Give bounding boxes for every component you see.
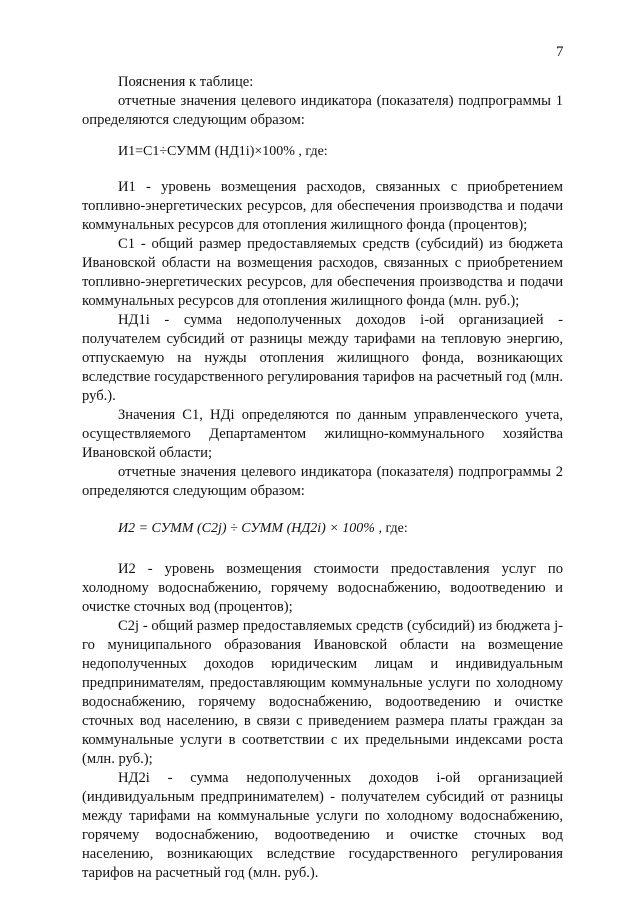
heading-block <box>82 73 563 130</box>
intro-subprogram-2: отчетные значения целевого индикатора (показателя) подпрограммы 2 определяются следующим образом: <box>82 464 563 499</box>
definitions-block-1 <box>82 178 563 501</box>
definition-c2: С2j - общий размер предоставляемых средств (субсидий) из бюджета j-го муниципального образования Ивановской области на возмещение недополученных доходов юридическим лицам и индивидуальным предпринимателям, предоставляющим коммунальные услуги по холодному водоснабжению, горячему водоснабжению, водоотведению и очистке сточных вод населению, в связи с приведением размера платы граждан за коммунальные услуги в соответствии с их предельными индексами роста (млн. руб.); <box>82 618 563 767</box>
definition-nd2: НД2i - сумма недополученных доходов i-ой организацией (индивидуальным предпринимателем) - получателем субсидий от разницы между тарифами на коммунальные услуги по холодному водоснабжению, горячему водоснабжению, водоотведению и очистке сточных вод населению, возникающих вследствие государственного регулирования тарифов на расчетный год (млн. руб.). <box>82 770 563 881</box>
definition-i1: И1 - уровень возмещения расходов, связанных с приобретением топливно-энергетических ресурсов, для обеспечения производства и подачи коммунальных ресурсов для отопления жилищного фонда (процентов); <box>82 179 563 233</box>
formula-1: И1=С1÷СУММ (НД1i)×100% , где: <box>118 144 328 159</box>
page-number: 7 <box>556 44 564 60</box>
formula-2-tail: , где: <box>378 521 408 536</box>
intro-subprogram-1: отчетные значения целевого индикатора (показателя) подпрограммы 1 определяются следующим образом: <box>82 93 563 128</box>
definition-nd1: НД1i - сумма недополученных доходов i-ой организацией - получателем субсидий от разницы между тарифами на тепловую энергию, отпускаемую на нужды отопления жилищного фонда, возникающих вследствие государственного регулирования тарифов на расчетный год (млн. руб.). <box>82 312 563 404</box>
definition-c1: С1 - общий размер предоставляемых средств (субсидий) из бюджета Ивановской области на возмещения расходов, связанных с приобретением топливно-энергетических ресурсов, для обеспечения производства и подачи коммунальных ресурсов для отопления жилищного фонда (млн. руб.); <box>82 236 563 309</box>
values-source-paragraph: Значения С1, НДi определяются по данным управленческого учета, осуществляемого Департаментом жилищно-коммунального хозяйства Ивановской области; <box>82 407 563 461</box>
definitions-block-2 <box>82 560 563 883</box>
table-notes-heading: Пояснения к таблице: <box>118 74 254 90</box>
formula-2-row <box>118 521 408 537</box>
definition-i2: И2 - уровень возмещения стоимости предоставления услуг по холодному водоснабжению, горячему водоснабжению, водоотведению и очистке сточных вод (процентов); <box>82 561 563 615</box>
formula-2: И2 = СУММ (C2j) ÷ СУММ (НД2i) × 100% <box>118 521 375 536</box>
